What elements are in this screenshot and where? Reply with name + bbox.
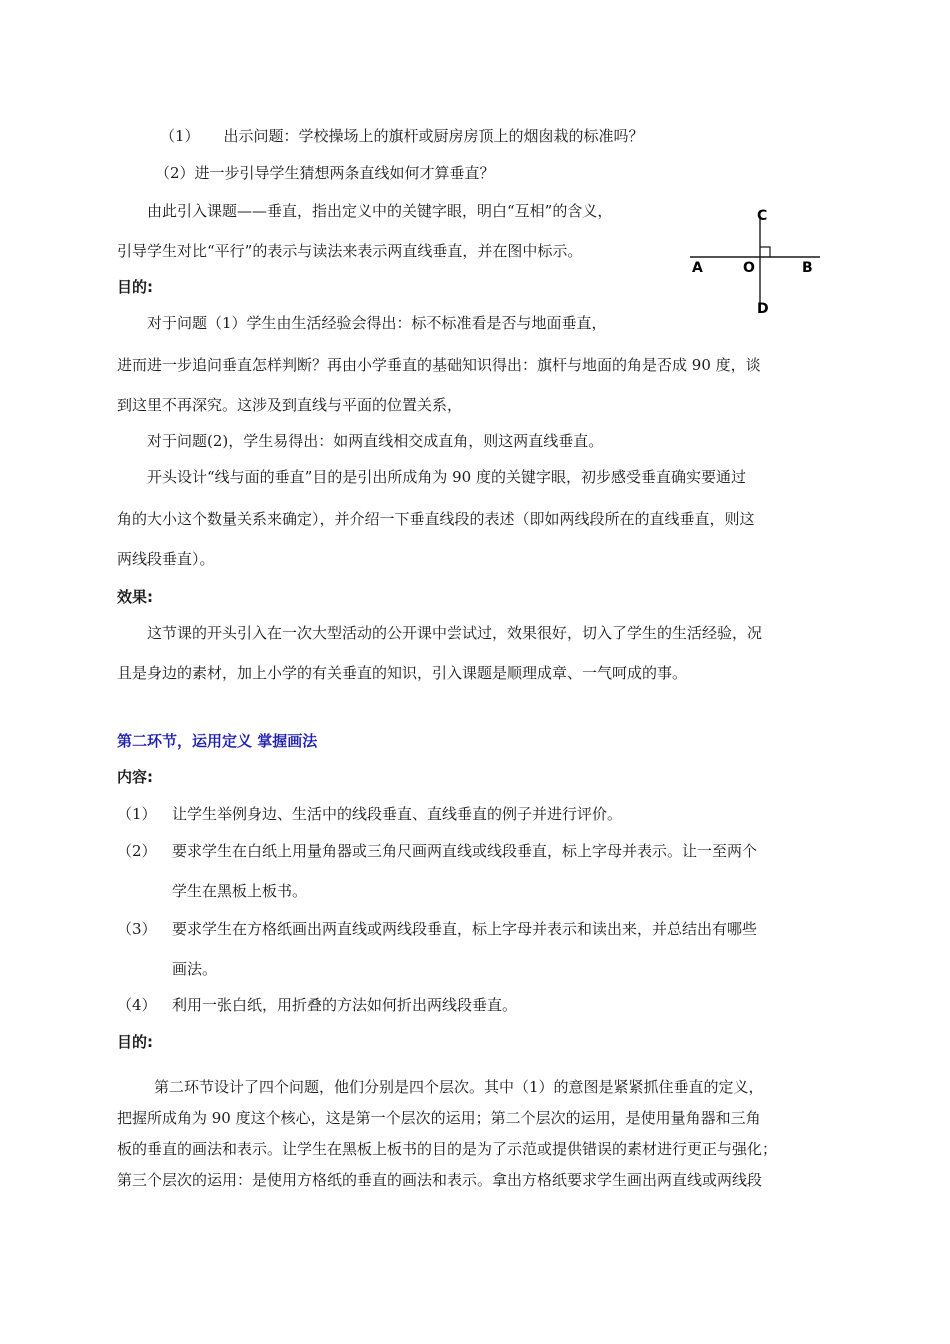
effect-heading: 效果: xyxy=(117,588,153,606)
question-1 xyxy=(160,125,644,147)
purpose-3-line-1: 开头设计“线与面的垂直”目的是引出所成角为 90 度的关键字眼，初步感受垂直确实要通过 xyxy=(147,468,746,486)
purpose-s2-line-2: 把握所成角为 90 度这个核心，这是第一个层次的运用；第二个层次的运用，是使用量角器和三角 xyxy=(117,1109,761,1127)
label-d: D xyxy=(757,301,769,317)
purpose-s2-line-3: 板的垂直的画法和表示。让学生在黑板上板书的目的是为了示范或提供错误的素材进行更正与强化； xyxy=(117,1140,778,1158)
list-item-3 xyxy=(117,918,757,940)
right-angle-mark xyxy=(760,247,770,257)
question-1-text: 出示问题：学校操场上的旗杆或厨房房顶上的烟囱栽的标准吗？ xyxy=(223,127,644,145)
list-item-2-text: 要求学生在白纸上用量角器或三角尺画两直线或线段垂直，标上字母并表示。让一至两个 xyxy=(172,842,758,860)
label-a: A xyxy=(692,260,703,276)
effect-line-1: 这节课的开头引入在一次大型活动的公开课中尝试过，效果很好，切入了学生的生活经验，况 xyxy=(147,624,763,642)
list-item-1-number: （1） xyxy=(117,805,157,823)
label-c: C xyxy=(757,208,768,224)
list-item-1 xyxy=(117,803,622,825)
content-heading: 内容: xyxy=(117,768,153,786)
purpose-3-line-2: 角的大小这个数量关系来确定），并介绍一下垂直线段的表述（即如两线段所在的直线垂直，则这 xyxy=(117,510,755,528)
purpose-1-line-1: 对于问题（1）学生由生活经验会得出：标不标准看是否与地面垂直， xyxy=(147,314,607,332)
purpose-1-line-3: 到这里不再深究。这涉及到直线与平面的位置关系， xyxy=(117,396,463,414)
list-item-2-number: （2） xyxy=(117,842,157,860)
perpendicular-lines-figure xyxy=(686,200,826,322)
section-2-title: 第二环节，运用定义 掌握画法 xyxy=(117,732,318,750)
list-item-3-number: （3） xyxy=(117,920,157,938)
effect-line-2: 且是身边的素材，加上小学的有关垂直的知识，引入课题是顺理成章、一气呵成的事。 xyxy=(117,664,688,682)
list-item-4 xyxy=(117,994,517,1016)
intro-line-1: 由此引入课题——垂直，指出定义中的关键字眼，明白“互相”的含义， xyxy=(147,202,613,220)
list-item-4-number: （4） xyxy=(117,996,157,1014)
label-b: B xyxy=(802,260,813,276)
purpose-1-line-2: 进而进一步追问垂直怎样判断？再由小学垂直的基础知识得出：旗杆与地面的角是否成 90 度，谈 xyxy=(117,356,761,374)
purpose-heading-2: 目的: xyxy=(117,1033,153,1051)
intro-line-2: 引导学生对比“平行”的表示与读法来表示两直线垂直，并在图中标示。 xyxy=(117,242,583,260)
list-item-2-continued: 学生在黑板上板书。 xyxy=(172,882,308,900)
purpose-s2-line-1: 第二环节设计了四个问题，他们分别是四个层次。其中（1）的意图是紧紧抓住垂直的定义， xyxy=(154,1078,764,1096)
list-item-3-continued: 画法。 xyxy=(172,960,218,978)
question-2: （2）进一步引导学生猜想两条直线如何才算垂直？ xyxy=(155,164,495,182)
list-item-2 xyxy=(117,840,757,862)
purpose-s2-line-4: 第三个层次的运用：是使用方格纸的垂直的画法和表示。拿出方格纸要求学生画出两直线或两线段 xyxy=(117,1171,763,1189)
question-1-number: （1） xyxy=(160,127,200,145)
purpose-2: 对于问题(2)，学生易得出：如两直线相交成直角，则这两直线垂直。 xyxy=(147,432,604,450)
label-o: O xyxy=(743,260,755,276)
purpose-3-line-3: 两线段垂直）。 xyxy=(117,550,215,568)
list-item-4-text: 利用一张白纸，用折叠的方法如何折出两线段垂直。 xyxy=(172,996,518,1014)
purpose-heading-1: 目的: xyxy=(117,278,153,296)
list-item-3-text: 要求学生在方格纸画出两直线或两线段垂直，标上字母并表示和读出来，并总结出有哪些 xyxy=(172,920,758,938)
list-item-1-text: 让学生举例身边、生活中的线段垂直、直线垂直的例子并进行评价。 xyxy=(172,805,623,823)
